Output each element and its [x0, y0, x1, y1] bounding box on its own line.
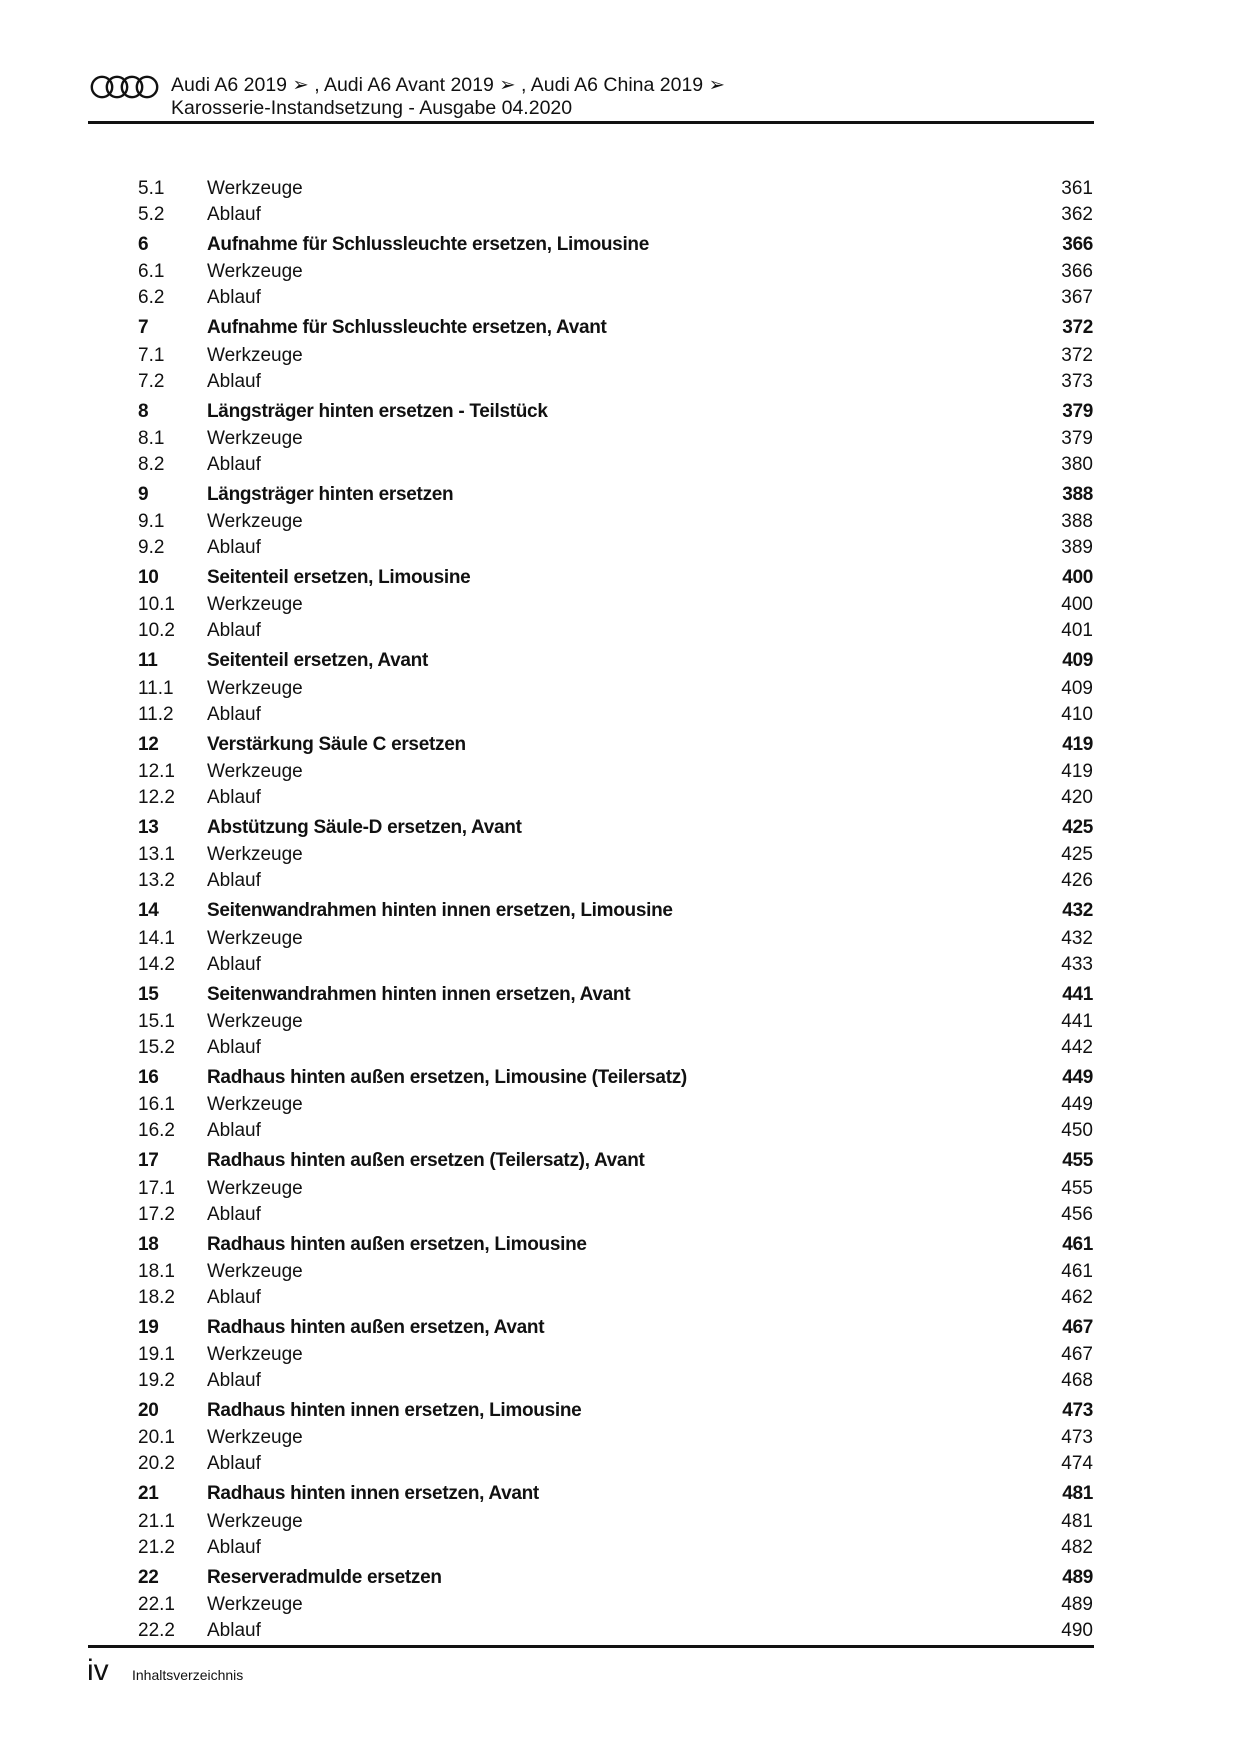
header-divider: [88, 121, 1094, 124]
toc-entry-number: 7: [138, 317, 149, 339]
toc-entry-page: 468: [1061, 1370, 1093, 1392]
toc-entry-page: 366: [1061, 261, 1093, 283]
toc-entry-number: 6.1: [138, 261, 165, 283]
toc-entry-number: 7.1: [138, 344, 165, 366]
toc-entry-number: 21.2: [138, 1536, 175, 1558]
toc-entry-number: 13: [138, 817, 159, 839]
toc-section-entry[interactable]: [138, 1477, 1093, 1508]
toc-subsection-entry[interactable]: [138, 1342, 1093, 1368]
toc-entry-page: 367: [1061, 287, 1093, 309]
toc-entry-page: 410: [1061, 703, 1093, 725]
toc-entry-number: 20.2: [138, 1453, 175, 1475]
toc-entry-page: 433: [1061, 953, 1093, 975]
toc-entry-title: Ablauf: [207, 1286, 261, 1308]
toc-entry-title: Ablauf: [207, 1036, 261, 1058]
audi-rings-icon: [90, 75, 162, 99]
toc-entry-page: 401: [1061, 620, 1093, 642]
toc-entry-title: Radhaus hinten außen ersetzen, Limousine: [207, 1233, 587, 1255]
toc-entry-title: Ablauf: [207, 953, 261, 975]
toc-subsection-entry[interactable]: [138, 1259, 1093, 1285]
toc-entry-title: Werkzeuge: [207, 261, 303, 283]
toc-subsection-entry[interactable]: [138, 1118, 1093, 1144]
toc-entry-title: Werkzeuge: [207, 1177, 303, 1199]
toc-entry-title: Werkzeuge: [207, 1094, 303, 1116]
toc-entry-number: 10.2: [138, 620, 175, 642]
toc-entry-page: 467: [1061, 1344, 1093, 1366]
toc-subsection-entry[interactable]: [138, 452, 1093, 478]
toc-entry-page: 455: [1062, 1150, 1093, 1172]
toc-subsection-entry[interactable]: [138, 1202, 1093, 1228]
toc-entry-number: 17.2: [138, 1203, 175, 1225]
toc-subsection-entry[interactable]: [138, 259, 1093, 285]
toc-entry-page: 441: [1061, 1010, 1093, 1032]
footer-divider: [88, 1645, 1094, 1648]
toc-subsection-entry[interactable]: [138, 285, 1093, 311]
toc-entry-title: Werkzeuge: [207, 761, 303, 783]
toc-entry-title: Werkzeuge: [207, 844, 303, 866]
toc-entry-page: 388: [1061, 511, 1093, 533]
toc-entry-number: 6.2: [138, 287, 165, 309]
toc-entry-page: 473: [1061, 1427, 1093, 1449]
toc-entry-page: 441: [1062, 983, 1093, 1005]
toc-subsection-entry[interactable]: [138, 1092, 1093, 1118]
toc-entry-page: 361: [1061, 178, 1093, 199]
toc-section-entry[interactable]: [138, 1311, 1093, 1342]
toc-entry-page: 456: [1061, 1203, 1093, 1225]
toc-entry-page: 481: [1062, 1483, 1093, 1505]
page-number: iv: [87, 1654, 109, 1687]
toc-entry-page: 362: [1061, 204, 1093, 225]
toc-section-entry[interactable]: [138, 395, 1093, 426]
toc-entry-number: 10: [138, 567, 159, 589]
toc-entry-title: Radhaus hinten außen ersetzen, Avant: [207, 1316, 545, 1338]
toc-entry-page: 419: [1061, 761, 1093, 783]
toc-entry-page: 449: [1062, 1066, 1093, 1088]
toc-entry-title: Seitenwandrahmen hinten innen ersetzen, Avant: [207, 983, 631, 1005]
toc-entry-page: 372: [1062, 317, 1093, 339]
toc-entry-page: 373: [1061, 370, 1093, 392]
toc-entry-number: 15.1: [138, 1010, 175, 1032]
toc-entry-number: 11: [138, 650, 158, 672]
toc-entry-number: 7.2: [138, 370, 165, 392]
toc-entry-number: 14: [138, 900, 159, 922]
toc-subsection-entry[interactable]: [138, 1592, 1093, 1618]
toc-entry-title: Werkzeuge: [207, 427, 303, 449]
toc-entry-title: Ablauf: [207, 620, 261, 642]
toc-entry-page: 425: [1062, 817, 1093, 839]
toc-entry-title: Ablauf: [207, 1620, 261, 1642]
toc-entry-page: 379: [1062, 400, 1093, 422]
toc-subsection-entry[interactable]: [138, 535, 1093, 561]
toc-entry-number: 14.2: [138, 953, 175, 975]
toc-entry-title: Ablauf: [207, 1203, 261, 1225]
toc-entry-title: Abstützung Säule-D ersetzen, Avant: [207, 817, 522, 839]
header-models: Audi A6 2019 ➢ , Audi A6 Avant 2019 ➢ , Audi A6 China 2019 ➢: [171, 74, 725, 96]
toc-entry-number: 19.2: [138, 1370, 175, 1392]
toc-entry-number: 18: [138, 1233, 159, 1255]
toc-entry-page: 400: [1062, 567, 1093, 589]
toc-entry-number: 19: [138, 1316, 159, 1338]
toc-entry-number: 19.1: [138, 1344, 175, 1366]
toc-entry-number: 20.1: [138, 1427, 175, 1449]
toc-entry-title: Werkzeuge: [207, 511, 303, 533]
toc-subsection-entry[interactable]: [138, 702, 1093, 728]
toc-entry-number: 18.1: [138, 1260, 175, 1282]
toc-section-entry[interactable]: [138, 644, 1093, 675]
toc-entry-title: Werkzeuge: [207, 1344, 303, 1366]
toc-subsection-entry[interactable]: [138, 1176, 1093, 1202]
toc-entry-title: Aufnahme für Schlussleuchte ersetzen, Avant: [207, 317, 607, 339]
toc-entry-page: 409: [1062, 650, 1093, 672]
toc-entry-title: Ablauf: [207, 703, 261, 725]
toc-entry-number: 12.1: [138, 761, 175, 783]
toc-entry-page: 409: [1061, 677, 1093, 699]
toc-entry-number: 13.2: [138, 870, 175, 892]
toc-entry-page: 426: [1061, 870, 1093, 892]
toc-entry-number: 6: [138, 234, 149, 255]
toc-entry-title: Werkzeuge: [207, 1260, 303, 1282]
toc-subsection-entry[interactable]: [138, 952, 1093, 978]
toc-entry-title: Ablauf: [207, 204, 261, 225]
toc-entry-number: 15: [138, 983, 159, 1005]
toc-entry-title: Radhaus hinten innen ersetzen, Limousine: [207, 1400, 582, 1422]
toc-entry-title: Radhaus hinten innen ersetzen, Avant: [207, 1483, 539, 1505]
toc-section-entry[interactable]: [138, 1228, 1093, 1259]
toc-entry-title: Werkzeuge: [207, 178, 303, 199]
toc-entry-title: Ablauf: [207, 1453, 261, 1475]
toc-entry-title: Werkzeuge: [207, 1510, 303, 1532]
toc-section-entry[interactable]: [138, 1061, 1093, 1092]
toc-entry-title: Radhaus hinten außen ersetzen (Teilersatz), Avant: [207, 1150, 645, 1172]
toc-subsection-entry[interactable]: [138, 618, 1093, 644]
toc-entry-number: 11.1: [138, 677, 174, 699]
toc-entry-number: 12: [138, 733, 159, 755]
toc-subsection-entry[interactable]: [138, 1535, 1093, 1561]
table-of-contents: [138, 176, 1093, 1644]
toc-section-entry[interactable]: [138, 228, 1093, 259]
toc-subsection-entry[interactable]: [138, 1618, 1093, 1644]
toc-entry-number: 11.2: [138, 703, 174, 725]
toc-subsection-entry[interactable]: [138, 343, 1093, 369]
toc-entry-page: 425: [1061, 844, 1093, 866]
toc-entry-title: Ablauf: [207, 453, 261, 475]
toc-entry-page: 482: [1061, 1536, 1093, 1558]
toc-section-entry[interactable]: [138, 728, 1093, 759]
toc-entry-title: Werkzeuge: [207, 594, 303, 616]
toc-entry-number: 9.1: [138, 511, 165, 533]
toc-entry-title: Werkzeuge: [207, 1010, 303, 1032]
toc-entry-page: 442: [1061, 1036, 1093, 1058]
toc-entry-title: Ablauf: [207, 537, 261, 559]
toc-entry-number: 8.1: [138, 427, 165, 449]
toc-entry-number: 18.2: [138, 1286, 175, 1308]
toc-entry-title: Werkzeuge: [207, 344, 303, 366]
toc-entry-number: 15.2: [138, 1036, 175, 1058]
toc-entry-page: 490: [1061, 1620, 1093, 1642]
toc-entry-number: 8.2: [138, 453, 165, 475]
toc-subsection-entry[interactable]: [138, 759, 1093, 785]
toc-entry-number: 13.1: [138, 844, 175, 866]
toc-subsection-entry[interactable]: [138, 1425, 1093, 1451]
toc-entry-number: 16.1: [138, 1094, 175, 1116]
toc-entry-title: Werkzeuge: [207, 1427, 303, 1449]
toc-section-entry[interactable]: [138, 978, 1093, 1009]
toc-entry-title: Längsträger hinten ersetzen - Teilstück: [207, 400, 548, 422]
toc-entry-title: Reserveradmulde ersetzen: [207, 1566, 442, 1588]
toc-entry-number: 5.2: [138, 204, 165, 225]
toc-subsection-entry[interactable]: [138, 1285, 1093, 1311]
toc-entry-page: 389: [1061, 537, 1093, 559]
toc-section-entry[interactable]: [138, 1561, 1093, 1592]
toc-entry-page: 467: [1062, 1316, 1093, 1338]
toc-entry-title: Werkzeuge: [207, 1594, 303, 1616]
toc-entry-title: Aufnahme für Schlussleuchte ersetzen, Limousine: [207, 234, 650, 255]
toc-entry-page: 474: [1061, 1453, 1093, 1475]
toc-entry-page: 449: [1061, 1094, 1093, 1116]
toc-entry-number: 5.1: [138, 178, 165, 199]
toc-entry-number: 21.1: [138, 1510, 175, 1532]
toc-subsection-entry[interactable]: [138, 202, 1093, 228]
toc-subsection-entry[interactable]: [138, 1451, 1093, 1477]
toc-subsection-entry[interactable]: [138, 1368, 1093, 1394]
toc-entry-page: 400: [1061, 594, 1093, 616]
toc-entry-number: 17.1: [138, 1177, 175, 1199]
footer-section-label: Inhaltsverzeichnis: [132, 1667, 244, 1683]
toc-entry-page: 489: [1062, 1566, 1093, 1588]
toc-section-entry[interactable]: [138, 311, 1093, 342]
toc-entry-number: 16.2: [138, 1120, 175, 1142]
toc-entry-page: 366: [1062, 234, 1093, 255]
toc-subsection-entry[interactable]: [138, 1009, 1093, 1035]
toc-entry-title: Ablauf: [207, 1370, 261, 1392]
toc-entry-page: 462: [1061, 1286, 1093, 1308]
toc-entry-number: 8: [138, 400, 149, 422]
toc-entry-page: 481: [1061, 1510, 1093, 1532]
toc-entry-title: Ablauf: [207, 870, 261, 892]
toc-entry-title: Ablauf: [207, 787, 261, 809]
toc-entry-number: 12.2: [138, 787, 175, 809]
toc-entry-page: 379: [1061, 427, 1093, 449]
toc-entry-number: 16: [138, 1066, 159, 1088]
toc-entry-title: Seitenteil ersetzen, Avant: [207, 650, 428, 672]
toc-subsection-entry[interactable]: [138, 509, 1093, 535]
toc-section-entry[interactable]: [138, 894, 1093, 925]
toc-section-entry[interactable]: [138, 1394, 1093, 1425]
toc-entry-title: Werkzeuge: [207, 927, 303, 949]
toc-entry-page: 450: [1061, 1120, 1093, 1142]
toc-entry-title: Ablauf: [207, 1120, 261, 1142]
toc-section-entry[interactable]: [138, 1144, 1093, 1175]
toc-section-entry[interactable]: [138, 478, 1093, 509]
toc-entry-title: Verstärkung Säule C ersetzen: [207, 733, 466, 755]
toc-entry-number: 22.1: [138, 1594, 175, 1616]
toc-entry-number: 22: [138, 1566, 159, 1588]
toc-entry-number: 22.2: [138, 1620, 175, 1642]
toc-entry-title: Radhaus hinten außen ersetzen, Limousine (Teilersatz): [207, 1066, 687, 1088]
toc-entry-page: 432: [1062, 900, 1093, 922]
toc-entry-page: 489: [1061, 1594, 1093, 1616]
toc-entry-page: 388: [1062, 483, 1093, 505]
toc-entry-number: 9.2: [138, 537, 165, 559]
toc-section-entry[interactable]: [138, 811, 1093, 842]
toc-entry-page: 473: [1062, 1400, 1093, 1422]
toc-entry-title: Werkzeuge: [207, 677, 303, 699]
toc-entry-number: 20: [138, 1400, 159, 1422]
toc-subsection-entry[interactable]: [138, 676, 1093, 702]
toc-entry-title: Ablauf: [207, 1536, 261, 1558]
toc-subsection-entry[interactable]: [138, 868, 1093, 894]
toc-entry-page: 461: [1061, 1260, 1093, 1282]
toc-entry-page: 461: [1062, 1233, 1093, 1255]
toc-entry-number: 9: [138, 483, 149, 505]
toc-subsection-entry[interactable]: [138, 1509, 1093, 1535]
toc-subsection-entry[interactable]: [138, 426, 1093, 452]
toc-subsection-entry[interactable]: [138, 785, 1093, 811]
toc-section-entry[interactable]: [138, 561, 1093, 592]
toc-entry-number: 10.1: [138, 594, 175, 616]
toc-entry-title: Seitenwandrahmen hinten innen ersetzen, Limousine: [207, 900, 673, 922]
toc-entry-page: 380: [1061, 453, 1093, 475]
toc-entry-page: 420: [1061, 787, 1093, 809]
toc-subsection-entry[interactable]: [138, 842, 1093, 868]
toc-entry-number: 21: [138, 1483, 159, 1505]
toc-entry-title: Längsträger hinten ersetzen: [207, 483, 454, 505]
toc-subsection-entry[interactable]: [138, 592, 1093, 618]
toc-subsection-entry[interactable]: [138, 1035, 1093, 1061]
toc-entry-page: 432: [1061, 927, 1093, 949]
toc-entry-title: Ablauf: [207, 287, 261, 309]
toc-entry-number: 17: [138, 1150, 159, 1172]
toc-subsection-entry[interactable]: [138, 176, 1093, 202]
toc-entry-page: 419: [1062, 733, 1093, 755]
toc-entry-title: Seitenteil ersetzen, Limousine: [207, 567, 471, 589]
header-manual-title: Karosserie-Instandsetzung - Ausgabe 04.2020: [171, 97, 573, 119]
toc-subsection-entry[interactable]: [138, 926, 1093, 952]
toc-entry-page: 372: [1061, 344, 1093, 366]
toc-subsection-entry[interactable]: [138, 369, 1093, 395]
toc-entry-page: 455: [1061, 1177, 1093, 1199]
toc-entry-number: 14.1: [138, 927, 175, 949]
toc-entry-title: Ablauf: [207, 370, 261, 392]
